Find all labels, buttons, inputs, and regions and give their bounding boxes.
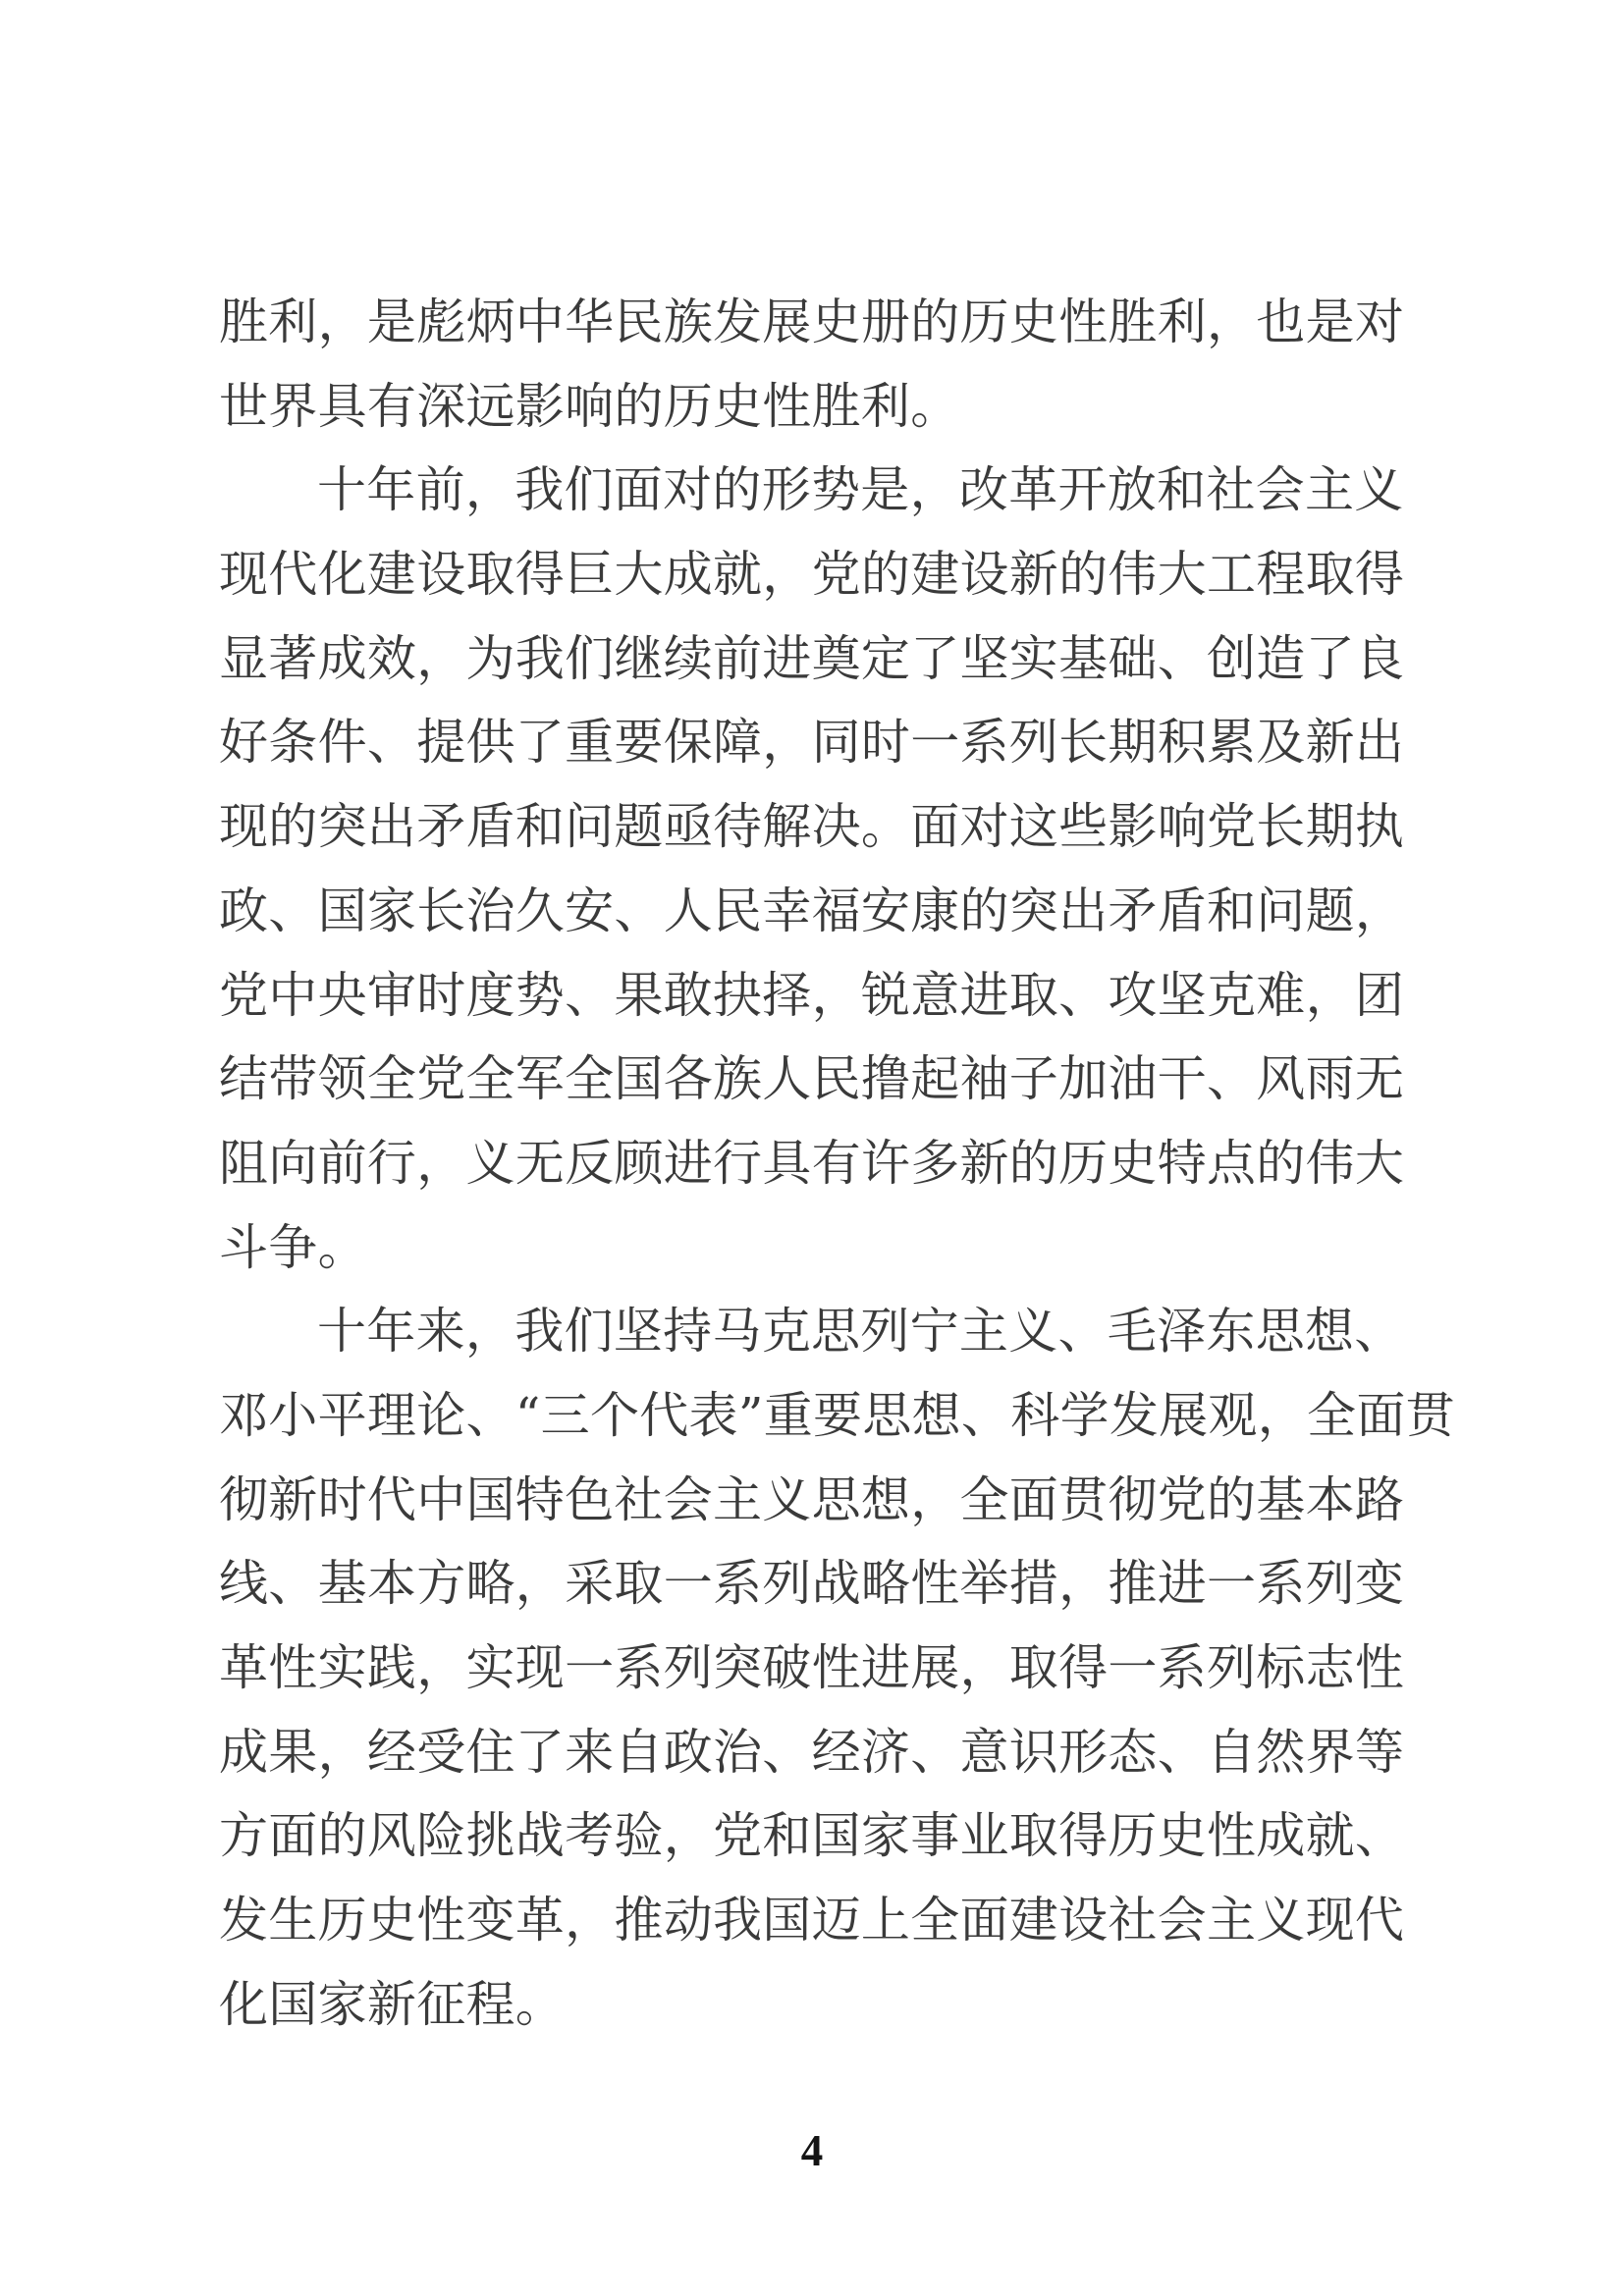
text-line: 政、国家长治久安、人民幸福安康的突出矛盾和问题， xyxy=(219,881,1405,939)
text-line: 邓小平理论、“三个代表”重要思想、科学发展观，全面贯 xyxy=(219,1386,1455,1444)
text-line: 显著成效，为我们继续前进奠定了坚实基础、创造了良 xyxy=(219,629,1405,687)
text-line: 十年前，我们面对的形势是，改革开放和社会主义 xyxy=(317,461,1404,519)
text-line: 阻向前行，义无反顾进行具有许多新的历史特点的伟大 xyxy=(219,1134,1405,1192)
text-line: 革性实践，实现一系列突破性进展，取得一系列标志性 xyxy=(219,1639,1405,1696)
text-line: 线、基本方略，采取一系列战略性举措，推进一系列变 xyxy=(219,1555,1405,1613)
text-line: 成果，经受住了来自政治、经济、意识形态、自然界等 xyxy=(219,1723,1405,1781)
text-line: 方面的风险挑战考验，党和国家事业取得历史性成就、 xyxy=(219,1807,1405,1865)
text-line: 化国家新征程。 xyxy=(219,1975,566,2033)
text-line: 结带领全党全军全国各族人民撸起袖子加油干、风雨无 xyxy=(219,1050,1405,1108)
text-line: 胜利，是彪炳中华民族发展史册的历史性胜利，也是对 xyxy=(219,294,1405,350)
text-line: 发生历史性变革，推动我国迈上全面建设社会主义现代 xyxy=(219,1892,1405,1949)
text-line: 斗争。 xyxy=(219,1218,367,1276)
page-number: 4 xyxy=(800,2126,824,2175)
text-line: 十年来，我们坚持马克思列宁主义、毛泽东思想、 xyxy=(317,1303,1404,1361)
text-line: 党中央审时度势、果敢抉择，锐意进取、攻坚克难，团 xyxy=(219,966,1405,1024)
text-line: 彻新时代中国特色社会主义思想，全面贯彻党的基本路 xyxy=(219,1470,1405,1528)
text-line: 世界具有深远影响的历史性胜利。 xyxy=(219,377,960,435)
text-line: 现代化建设取得巨大成就，党的建设新的伟大工程取得 xyxy=(219,546,1405,604)
document-body xyxy=(219,281,1455,2047)
text-line: 现的突出矛盾和问题亟待解决。面对这些影响党长期执 xyxy=(219,798,1405,856)
text-line: 好条件、提供了重要保障，同时一系列长期积累及新出 xyxy=(219,714,1405,772)
